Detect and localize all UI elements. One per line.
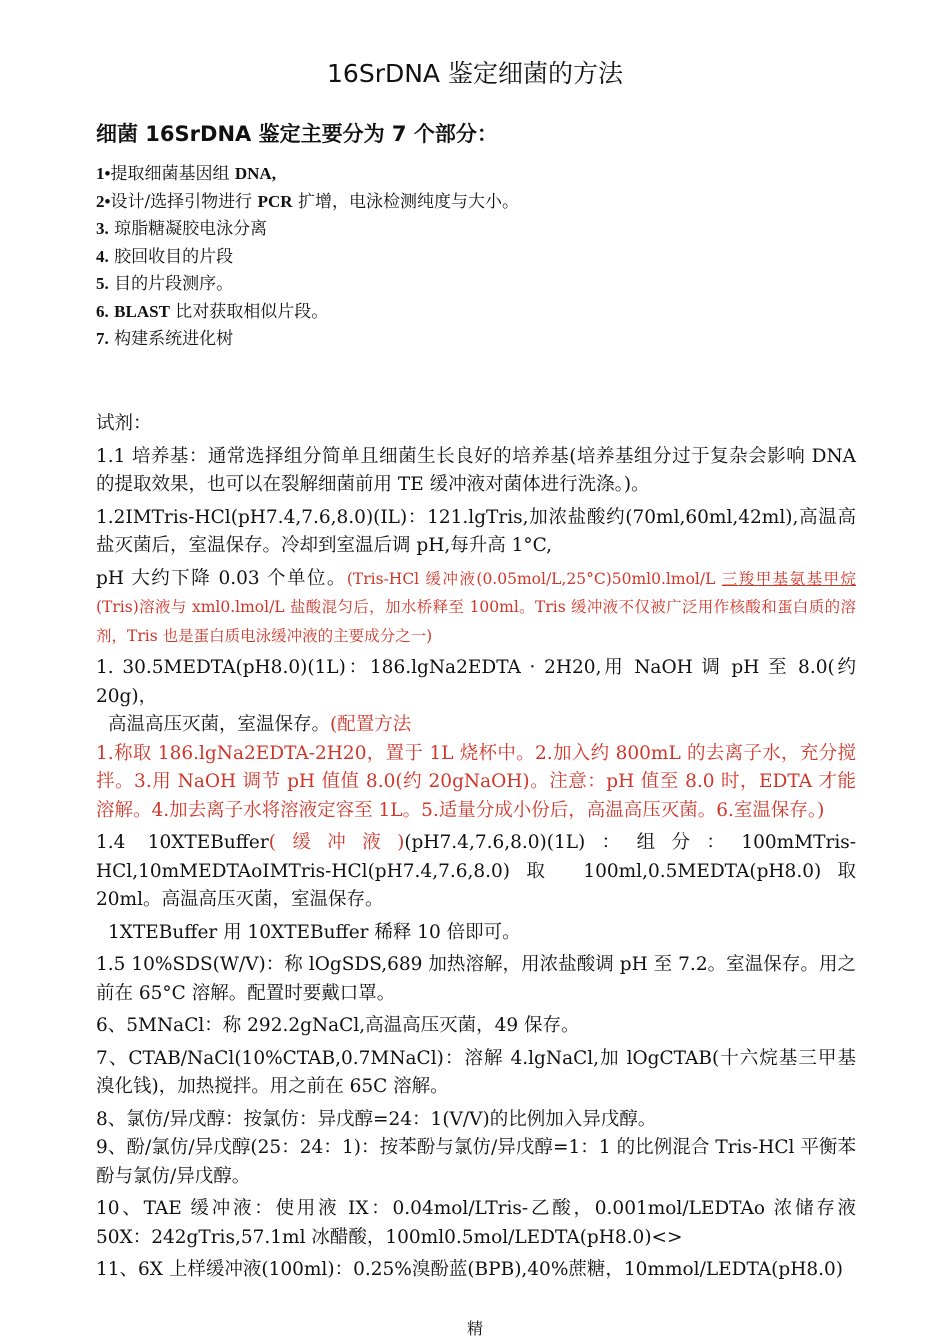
step-bold: DNA, (234, 164, 276, 183)
paragraph-1-5: 1.5 10%SDS(W/V)：称 lOgSDS,689 加热溶解，用浓盐酸调 pH 至 7.2。室温保存。用之前在 65°C 溶解。配置时要戴口罩。 (96, 954, 856, 1004)
paragraph-1-2: 1.2IMTris-HCl(pH7.4,7.6,8.0)(IL)：121.lgTris,加浓盐酸约(70ml,60ml,42ml),高温高盐灭菌后，室温保存。冷却到室温后调 pH,每升高 1°C, (96, 506, 856, 556)
step-text: 胶回收目的片段 (108, 246, 234, 267)
step-text: 提取细菌基因组 (110, 164, 235, 184)
note-tris-desc: (Tris)溶液与 xml0.lmol/L 盐酸混匀后，加水桥释至 100ml。Tris 缓冲液不仅被广泛用作核酸和蛋白质的溶剂，Tris 也是蛋白质电泳缓冲液的主要成分之一) (96, 598, 856, 645)
paragraph-1-1: 1.1 培养基：通常选择组分简单且细菌生长良好的培养基(培养基组分过于复杂会影响 DNA 的提取效果，也可以在裂解细菌前用 TE 缓冲液对菌体进行洗涤。)。 (96, 445, 856, 495)
step-number: 1• (96, 164, 111, 183)
step-item (96, 215, 856, 243)
step-number: 7. (96, 329, 109, 348)
paragraph-11: 11、6X 上样缓冲液(100ml)：0.25%溴酚蓝(BPB),40%蔗糖，10mmol/LEDTA(pH8.0) (96, 1259, 843, 1280)
paragraph-1xte: 1XTEBuffer 用 10XTEBuffer 稀释 10 倍即可。 (108, 921, 521, 943)
note-config-label: (配置方法 (330, 714, 412, 735)
text-te-buffer-desc: (pH7.4,7.6,8.0)(1L)：组分：100mMTris-HCl,10mMEDTAoIMTris-HCl(pH7.4,7.6,8.0)取 100ml,0.5MEDTA(pH8.0)取 20ml。高温高压灭菌，室温保存。 (96, 832, 856, 910)
step-text: 构建系统进化树 (108, 329, 234, 349)
text-edta-sterilize: 高温高压灭菌，室温保存。 (108, 714, 331, 735)
paragraph-10: 10、TAE 缓冲液：使用液 IX：0.04mol/LTris-乙酸，0.001mol/LEDTAo 浓储存液 50X：242gTris,57.1ml 冰醋酸，100ml0.5mol/LEDTA(pH8.0)<> (96, 1198, 856, 1248)
step-number: 5. (96, 274, 109, 293)
step-number: 6. (96, 301, 109, 321)
step-item (96, 160, 856, 188)
paragraph-1-3 (96, 654, 856, 825)
step-item (96, 188, 856, 216)
text-edta: 1. 30.5MEDTA(pH8.0)(1L)：186.lgNa2EDTA · 2H20,用 NaOH 调 pH 至 8.0(约 20g)， (96, 657, 856, 707)
paragraph-6: 6、5MNaCl：称 292.2gNaCl,高温高压灭菌，49 保存。 (96, 1015, 580, 1036)
step-number: 4. (96, 246, 109, 266)
step-text: 设计/选择引物进行 (110, 191, 258, 212)
note-tris-hcl: (Tris-HCl 缓冲液(0.05mol/L,25°C)50ml0.lmol/L (346, 569, 722, 588)
text-ph-drop: pH 大约下降 0.03 个单位。 (96, 567, 347, 589)
note-buffer: (缓冲液) (268, 832, 405, 853)
paragraph-7: 7、CTAB/NaCl(10%CTAB,0.7MNaCl)：溶解 4.lgNaCl,加 lOgCTAB(十六烷基三甲基溴化钱)，加热搅拌。用之前在 65C 溶解。 (96, 1047, 856, 1097)
reagents-heading: 试剂： (96, 413, 152, 434)
step-after: 扩增，电泳检测纯度与大小。 (292, 191, 519, 212)
paragraph-9: 9、酚/氯仿/异戊醇(25：24：1)：按苯酚与氯仿/异戊醇=1：1 的比例混合 Tris-HCl 平衡苯酚与氯仿/异戊醇。 (96, 1137, 856, 1187)
paragraph-8: 8、氯仿/异戊醇：按氯仿：异戊醇=24：1(V/V)的比例加入异戊醇。 (96, 1108, 657, 1130)
document-title: 16SrDNA 鉴定细菌的方法 (327, 59, 623, 88)
step-after: 比对获取相似片段。 (169, 301, 329, 322)
text-te-buffer: 1.4 10XTEBuffer (96, 832, 269, 853)
step-text: 目的片段测序。 (108, 274, 234, 294)
steps-list (96, 160, 856, 353)
section-heading: 细菌 16SrDNA 鉴定主要分为 7 个部分： (96, 122, 498, 146)
paragraph-1-4 (96, 829, 856, 915)
paragraph-1-2-cont (96, 565, 856, 651)
page-footer: 精 (466, 1319, 483, 1338)
step-item (96, 243, 856, 271)
step-bold: PCR (257, 191, 293, 211)
step-text: 琼脂糖凝胶电泳分离 (108, 219, 268, 239)
step-item (96, 270, 856, 298)
step-number: 2• (96, 191, 111, 211)
step-item (96, 298, 856, 326)
note-config-steps: 1.称取 186.lgNa2EDTA-2H20，置于 1L 烧杯中。2.加入约 800mL 的去离子水，充分搅拌。3.用 NaOH 调节 pH 值值 8.0(约 20gNaOH)。注意：pH 值至 8.0 时，EDTA 才能溶解。4.加去离子水将溶液定容至 1L。5.适量分成小份后，高温高压灭菌。6.室温保存。) (96, 742, 856, 821)
step-bold: BLAST (114, 301, 170, 321)
note-tris-name: 三羧甲基氨基甲烷 (721, 569, 856, 588)
step-item (96, 325, 856, 353)
step-number: 3. (96, 219, 109, 238)
reagents-section (96, 410, 856, 1289)
